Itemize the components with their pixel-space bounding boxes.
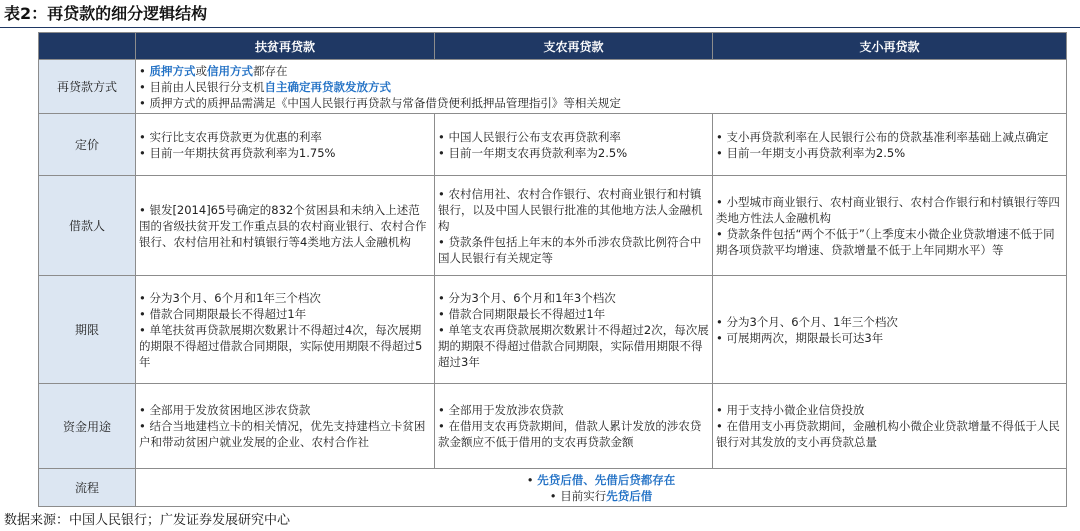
row-borrower <box>39 176 1067 276</box>
header-zhixiao: 支小再贷款 <box>713 33 1067 60</box>
row-label-method: 再贷款方式 <box>39 60 136 114</box>
row-label-pricing: 定价 <box>39 114 136 176</box>
borrower-zhinong: • 农村信用社、农村合作银行、农村商业银行和村镇银行，以及中国人民银行批准的其他地方法人金融机构 • 贷款条件包括上年末的本外币涉农贷款比例符合中国人民银行有关规定等 <box>435 176 713 276</box>
borrower-zhixiao: • 小型城市商业银行、农村商业银行、农村合作银行和村镇银行等四类地方性法人金融机构 • 贷款条件包括“两个不低于”（上季度末小微企业贷款增速不低于同期各项贷款平均增速、贷款增量不低于上年同期水平）等 <box>713 176 1067 276</box>
row-process <box>39 469 1067 507</box>
usage-fupin: • 全部用于发放贫困地区涉农贷款 • 结合当地建档立卡的相关情况，优先支持建档立卡贫困户和带动贫困户就业发展的企业、农村合作社 <box>136 384 435 469</box>
row-label-process: 流程 <box>39 469 136 507</box>
table-title: 表2：再贷款的细分逻辑结构 <box>4 4 208 23</box>
data-source: 数据来源：中国人民银行；广发证券发展研究中心 <box>4 513 291 528</box>
structure-table <box>38 32 1067 507</box>
process-cell: • 先贷后借、先借后贷都存在 • 目前实行先贷后借 <box>136 469 1067 507</box>
usage-zhinong: • 全部用于发放涉农贷款 • 在借用支农再贷款期间，借款人累计发放的涉农贷款金额应不低于借用的支农再贷款金额 <box>435 384 713 469</box>
row-usage <box>39 384 1067 469</box>
row-label-term: 期限 <box>39 276 136 384</box>
row-label-usage: 资金用途 <box>39 384 136 469</box>
header-corner <box>39 33 136 60</box>
term-fupin: • 分为3个月、6个月和1年三个档次 • 借款合同期限最长不得超过1年 • 单笔扶贫再贷款展期次数累计不得超过4次，每次展期的期限不得超过借款合同期限，实际使用期限不得超过5年 <box>136 276 435 384</box>
term-zhinong: • 分为3个月、6个月和1年3个档次 • 借款合同期限最长不得超过1年 • 单笔支农再贷款展期次数累计不得超过2次，每次展期的期限不得超过借款合同期限，实际借用期限不得超过3年 <box>435 276 713 384</box>
pricing-fupin: • 实行比支农再贷款更为优惠的利率 • 目前一年期扶贫再贷款利率为1.75% <box>136 114 435 176</box>
usage-zhixiao: • 用于支持小微企业信贷投放 • 在借用支小再贷款期间，金融机构小微企业贷款增量不得低于人民银行对其发放的支小再贷款总量 <box>713 384 1067 469</box>
header-row <box>39 33 1067 60</box>
term-zhixiao: • 分为3个月、6个月、1年三个档次 • 可展期两次，期限最长可达3年 <box>713 276 1067 384</box>
borrower-fupin: • 银发[2014]65号确定的832个贫困县和未纳入上述范围的省级扶贫开发工作重点县的农村商业银行、农村合作银行、农村信用社和村镇银行等4类地方法人金融机构 <box>136 176 435 276</box>
title-divider <box>0 27 1080 28</box>
header-zhinong: 支农再贷款 <box>435 33 713 60</box>
row-method <box>39 60 1067 114</box>
row-term <box>39 276 1067 384</box>
method-cell: • 质押方式或信用方式都存在 • 目前由人民银行分支机自主确定再贷款发放方式 • 质押方式的质押品需满足《中国人民银行再贷款与常备借贷便利抵押品管理指引》等相关规定 <box>136 60 1067 114</box>
pricing-zhinong: • 中国人民银行公布支农再贷款利率 • 目前一年期支农再贷款利率为2.5% <box>435 114 713 176</box>
pricing-zhixiao: • 支小再贷款利率在人民银行公布的贷款基准利率基础上减点确定 • 目前一年期支小再贷款利率为2.5% <box>713 114 1067 176</box>
header-fupin: 扶贫再贷款 <box>136 33 435 60</box>
row-pricing <box>39 114 1067 176</box>
row-label-borrower: 借款人 <box>39 176 136 276</box>
